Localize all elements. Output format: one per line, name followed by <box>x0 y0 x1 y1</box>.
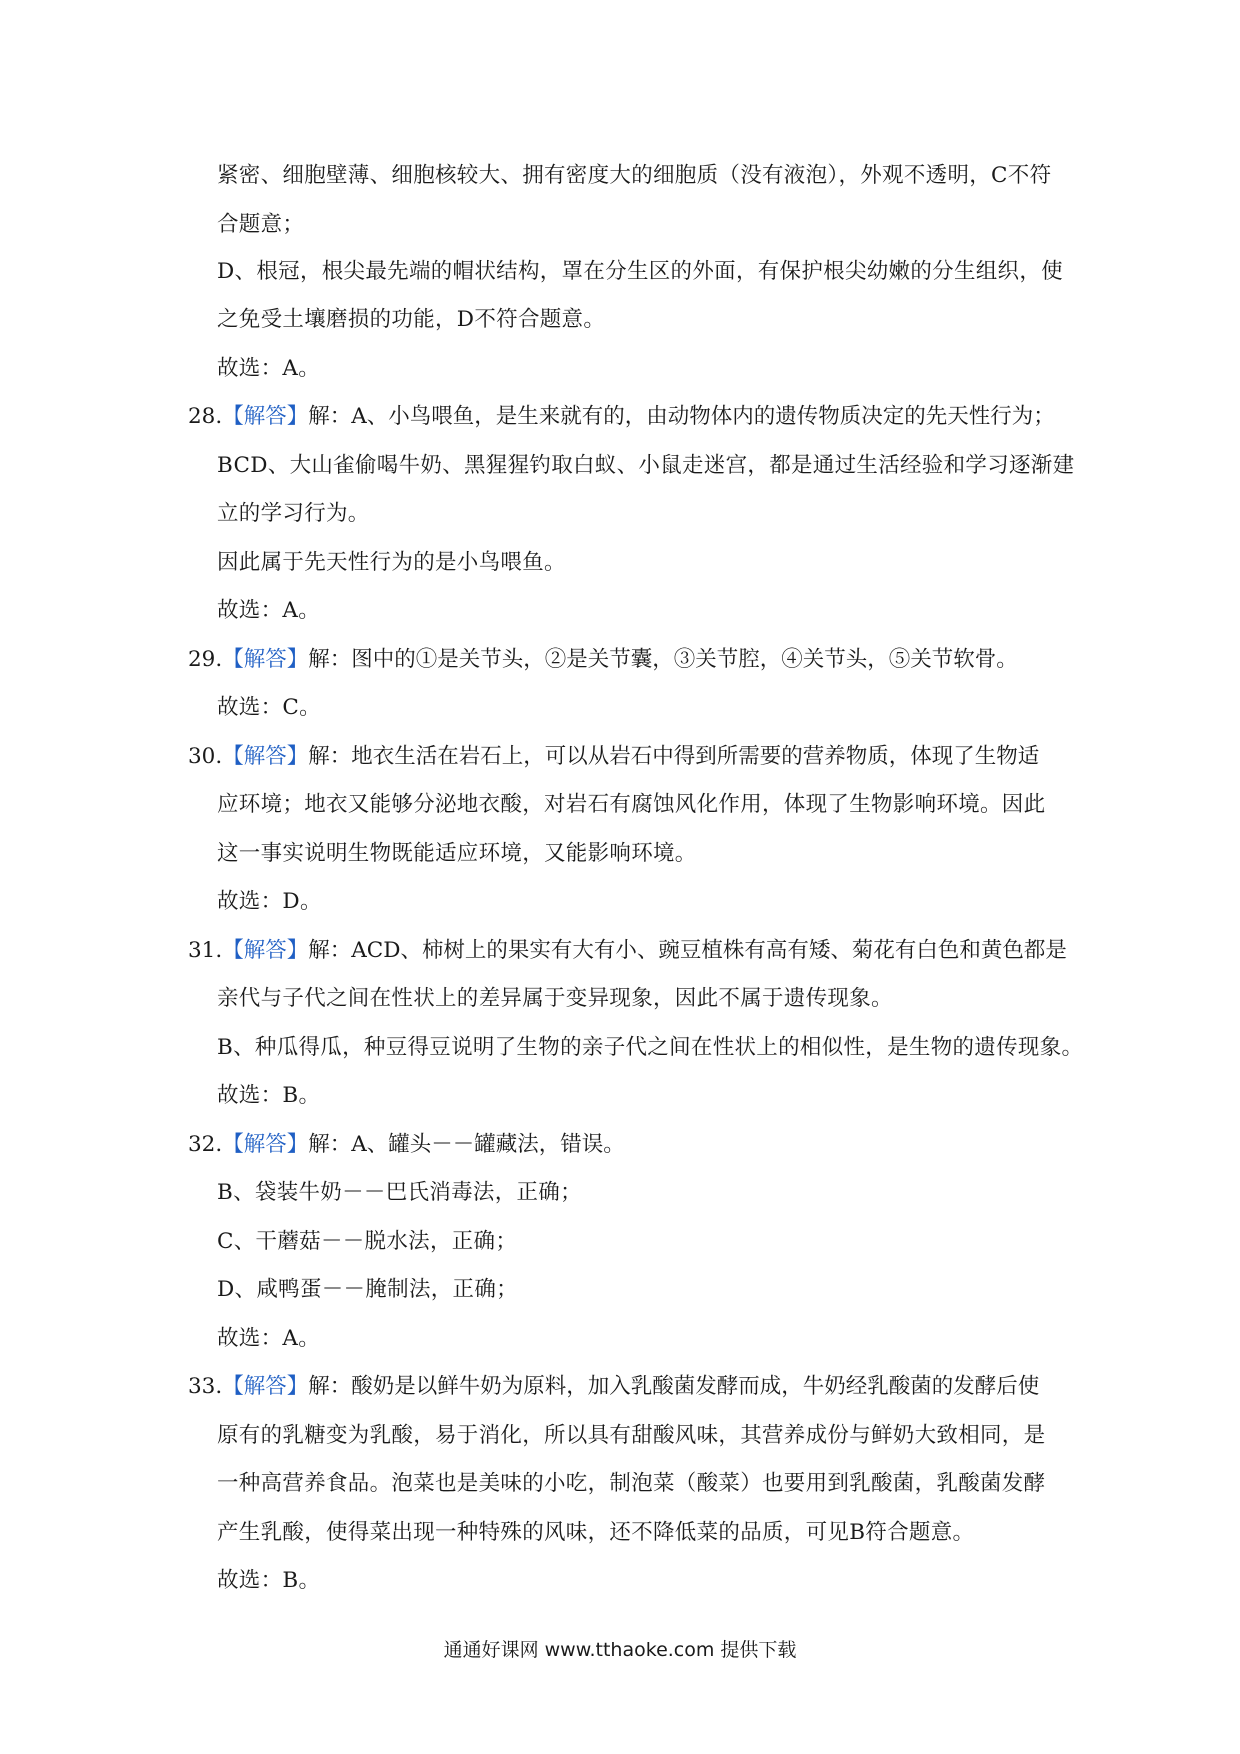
text-line: 因此属于先天性行为的是小鸟喂鱼。 <box>217 550 566 575</box>
question-number: 31. <box>188 938 223 963</box>
text-line: 故选：D。 <box>217 889 322 914</box>
answer-text: 解：酸奶是以鲜牛奶为原料，加入乳酸菌发酵而成，牛奶经乳酸菌的发酵后使 <box>308 1374 1040 1399</box>
question-number: 33. <box>188 1374 223 1399</box>
text-line: 故选：A。 <box>217 356 321 381</box>
text-line: D、咸鸭蛋－－腌制法，正确； <box>217 1277 518 1302</box>
text-line: 亲代与子代之间在性状上的差异属于变异现象，因此不属于遗传现象。 <box>217 986 893 1011</box>
text-line: 紧密、细胞壁薄、细胞核较大、拥有密度大的细胞质（没有液泡），外观不透明，C不符 <box>217 163 1052 188</box>
text-line: B、袋装牛奶－－巴氏消毒法，正确； <box>217 1180 582 1205</box>
text-line: 故选：B。 <box>217 1568 321 1593</box>
text-line: 合题意； <box>217 212 305 237</box>
text-line: B、种瓜得瓜，种豆得豆说明了生物的亲子代之间在性状上的相似性，是生物的遗传现象。 <box>217 1035 1084 1060</box>
text-line: 故选：A。 <box>217 598 321 623</box>
answer-text: 解：地衣生活在岩石上，可以从岩石中得到所需要的营养物质，体现了生物适 <box>308 744 1040 769</box>
answer-tag: 【解答】 <box>222 647 309 672</box>
question-number: 29. <box>188 647 223 672</box>
question-number: 32. <box>188 1132 223 1157</box>
answer-32-header <box>188 1130 625 1160</box>
page-footer: 通通好课网 www.tthaoke.com 提供下载 <box>443 1639 797 1661</box>
text-line: 产生乳酸，使得菜出现一种特殊的风味，还不降低菜的品质，可见B符合题意。 <box>217 1520 975 1545</box>
answer-text: 解：A、罐头－－罐藏法，错误。 <box>308 1132 625 1157</box>
answer-29-header <box>188 645 1018 675</box>
answer-tag: 【解答】 <box>222 1374 309 1399</box>
answer-text: 解：图中的①是关节头，②是关节囊，③关节腔，④关节头，⑤关节软骨。 <box>308 647 1018 672</box>
answer-text: 解：A、小鸟喂鱼，是生来就有的，由动物体内的遗传物质决定的先天性行为； <box>308 404 1055 429</box>
text-line: 原有的乳糖变为乳酸，易于消化，所以具有甜酸风味，其营养成份与鲜奶大致相同，是 <box>217 1423 1046 1448</box>
answer-tag: 【解答】 <box>222 1132 309 1157</box>
text-line: 立的学习行为。 <box>217 501 370 526</box>
text-line: D、根冠，根尖最先端的帽状结构，罩在分生区的外面，有保护根尖幼嫩的分生组织，使 <box>217 259 1063 284</box>
text-line: C、干蘑菇－－脱水法，正确； <box>217 1229 518 1254</box>
answer-tag: 【解答】 <box>222 404 309 429</box>
text-line: 故选：B。 <box>217 1083 321 1108</box>
answer-33-header <box>188 1372 1039 1402</box>
answer-text: 解：ACD、柿树上的果实有大有小、豌豆植株有高有矮、菊花有白色和黄色都是 <box>308 938 1067 963</box>
text-line: BCD、大山雀偷喝牛奶、黑猩猩钓取白蚁、小鼠走迷宫，都是通过生活经验和学习逐渐建 <box>217 453 1075 478</box>
answer-28-header <box>188 402 1055 432</box>
text-line: 故选：C。 <box>217 695 321 720</box>
text-line: 故选：A。 <box>217 1326 321 1351</box>
question-number: 28. <box>188 404 223 429</box>
answer-tag: 【解答】 <box>222 744 309 769</box>
answer-30-header <box>188 742 1039 772</box>
answer-tag: 【解答】 <box>222 938 309 963</box>
text-line: 应环境；地衣又能够分泌地衣酸，对岩石有腐蚀风化作用，体现了生物影响环境。因此 <box>217 792 1046 817</box>
text-line: 这一事实说明生物既能适应环境，又能影响环境。 <box>217 841 697 866</box>
text-line: 之免受土壤磨损的功能，D不符合题意。 <box>217 307 606 332</box>
text-line: 一种高营养食品。泡菜也是美味的小吃，制泡菜（酸菜）也要用到乳酸菌，乳酸菌发酵 <box>217 1471 1046 1496</box>
question-number: 30. <box>188 744 223 769</box>
answer-31-header <box>188 936 1067 966</box>
